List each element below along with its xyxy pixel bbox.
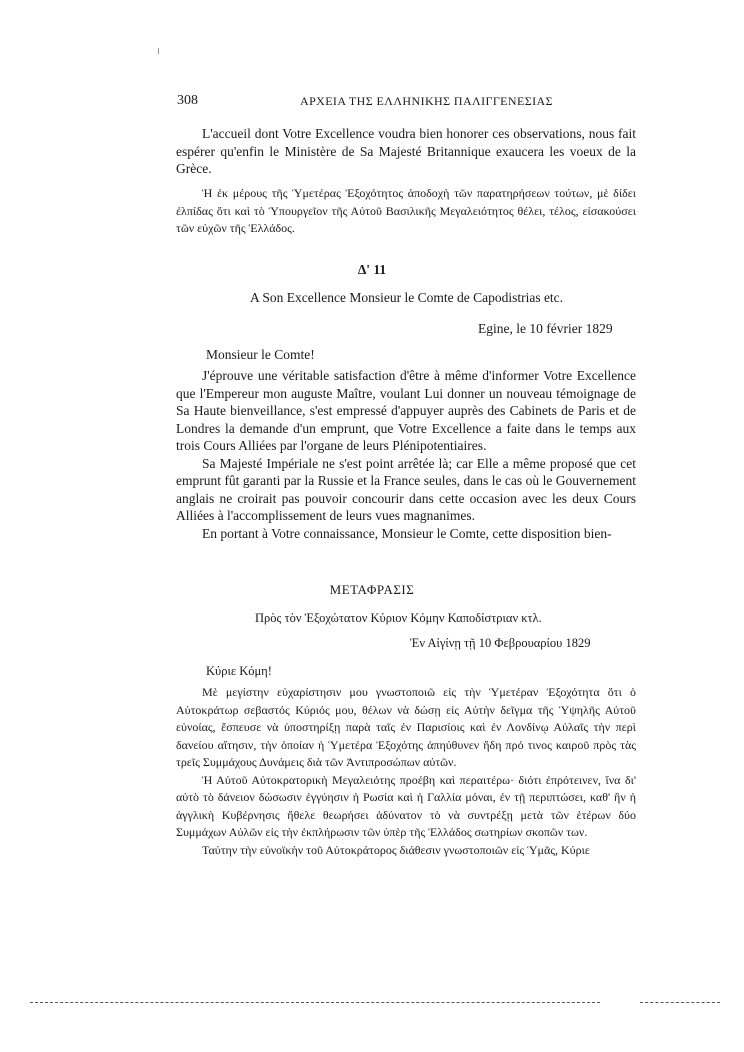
letter-paragraph: En portant à Votre connaissance, Monsieur le Comte, cette disposition bien-: [202, 525, 612, 541]
top-greek-text: Ἡ ἐκ μέρους τῆς Ὑμετέρας Ἐξοχότητος ἀποδοχὴ τῶν παρατηρήσεων τούτων, μὲ δίδει ἐλπίδας ὅτι καὶ τὸ Ὑπουργεῖον τῆς Αὐτοῦ Βασιλικῆς Μεγαλειότητος θέλει, τέλος, εἰσακούσει τῶν εὐχῶν τῆς Ἑλλάδος.: [176, 186, 636, 235]
translation-paragraph: Ἡ Αὐτοῦ Αὐτοκρατορικὴ Μεγαλειότης προέβη καὶ περαιτέρω· διότι ἐπρότεινεν, ἵνα δι' αὐτὸ τὸ δάνειον δώσωσιν ἐγγύησιν ἡ Ρωσία καὶ ἡ Γαλλία μόναι, ἐν τῇ περιπτώσει, καθ' ἣν ἡ ἀγγλικὴ Κυβέρνησις ἤθελε θεωρήσει ἀδύνατον τὸ νὰ συντρέξῃ μετὰ τῶν ἑτέρων δύο Συμμάχων Αὐλῶν εἰς τὴν ἐκπλήρωσιν τῶν ὑπὲρ τῆς Ἑλλάδος σωτηρίων σκοπῶν των.: [176, 772, 636, 839]
translation-paragraph: Μὲ μεγίστην εὐχαρίστησιν μου γνωστοποιῶ εἰς τὴν Ὑμετέραν Ἐξοχότητα ὅτι ὁ Αὐτοκράτωρ σεβαστός Κύριός μου, θέλων νὰ δώσῃ εἰς Αὐτὴν δεῖγμα τῆς Ὑψηλῆς Αὐτοῦ εὐνοίας, ἔσπευσε νὰ ὑποστηρίξῃ παρὰ ταῖς ἐν Παρισίοις καὶ ἐν Λονδίνῳ Αὐλαῖς τὴν περὶ δανείου αἴτησιν, τὴν ὁποίαν ἡ Ὑμετέρα Ἐξοχότης ἀπηύθυνεν ἤδη πρό τινος καιροῦ πρὸς τὰς τρεῖς Συμμάχους Δυνάμεις διὰ τῶν Ἀντιπροσώπων αὐτῶν.: [176, 685, 636, 769]
scan-edge-line: [640, 1002, 720, 1004]
top-french-text: L'accueil dont Votre Excellence voudra bien honorer ces observations, nous fait espérer qu'enfin le Ministère de Sa Majesté Britannique exaucera les voeux de la Grèce.: [176, 126, 636, 176]
translation-address: Πρὸς τὸν Ἐξοχώτατον Κύριον Κόμην Καποδίστριαν κτλ.: [255, 611, 542, 625]
top-french-paragraph: [176, 125, 636, 178]
translation-body: [176, 684, 636, 859]
letter-salutation: Monsieur le Comte!: [206, 347, 315, 362]
running-title: ΑΡΧΕΙΑ ΤΗΣ ΕΛΛΗΝΙΚΗΣ ΠΑΛΙΓΓΕΝΕΣΙΑΣ: [300, 94, 553, 108]
page-number: 308: [177, 93, 198, 108]
letter-place-date: Egine, le 10 février 1829: [478, 321, 613, 336]
translation-place-date: Ἐν Αἰγίνῃ τῇ 10 Φεβρουαρίου 1829: [410, 636, 591, 650]
letter-paragraph: J'éprouve une véritable satisfaction d'être à même d'informer Votre Excellence que l'Empereur mon auguste Maître, voulant Lui donner un nouveau témoignage de Sa Haute bienveillance, s'est empressé d'appuyer auprès des Cabinets de Paris et de Londres la demande d'un emprunt, que Votre Excellence a faite dans le temps aux trois Cours Alliées par l'organe de leurs Plénipotentiaires.: [176, 368, 636, 453]
translation-paragraph: Ταύτην τὴν εὐνοϊκὴν τοῦ Αὐτοκράτορος διάθεσιν γνωστοποιῶν εἰς Ὑμᾶς, Κύριε: [202, 842, 590, 857]
letter-address: A Son Excellence Monsieur le Comte de Capodistrias etc.: [250, 290, 564, 305]
top-greek-paragraph: [176, 185, 636, 238]
translation-salutation: Κύριε Κόμη!: [206, 664, 272, 678]
letter-number: Δ' 11: [357, 262, 387, 277]
letter-body: [176, 367, 636, 542]
translation-heading: ΜΕΤΑΦΡΑΣΙΣ: [329, 582, 415, 597]
scan-tick-mark: [158, 48, 159, 54]
letter-paragraph: Sa Majesté Impériale ne s'est point arrêtée là; car Elle a même proposé que cet emprunt fût garanti par la Russie et la France seules, dans le cas où le Gouvernement anglais ne croirait pas pouvoir concourir dans cette occasion avec les deux Cours Alliées à l'accomplissement de leurs vues magnanimes.: [176, 455, 636, 523]
scan-edge-line: [30, 1002, 600, 1004]
